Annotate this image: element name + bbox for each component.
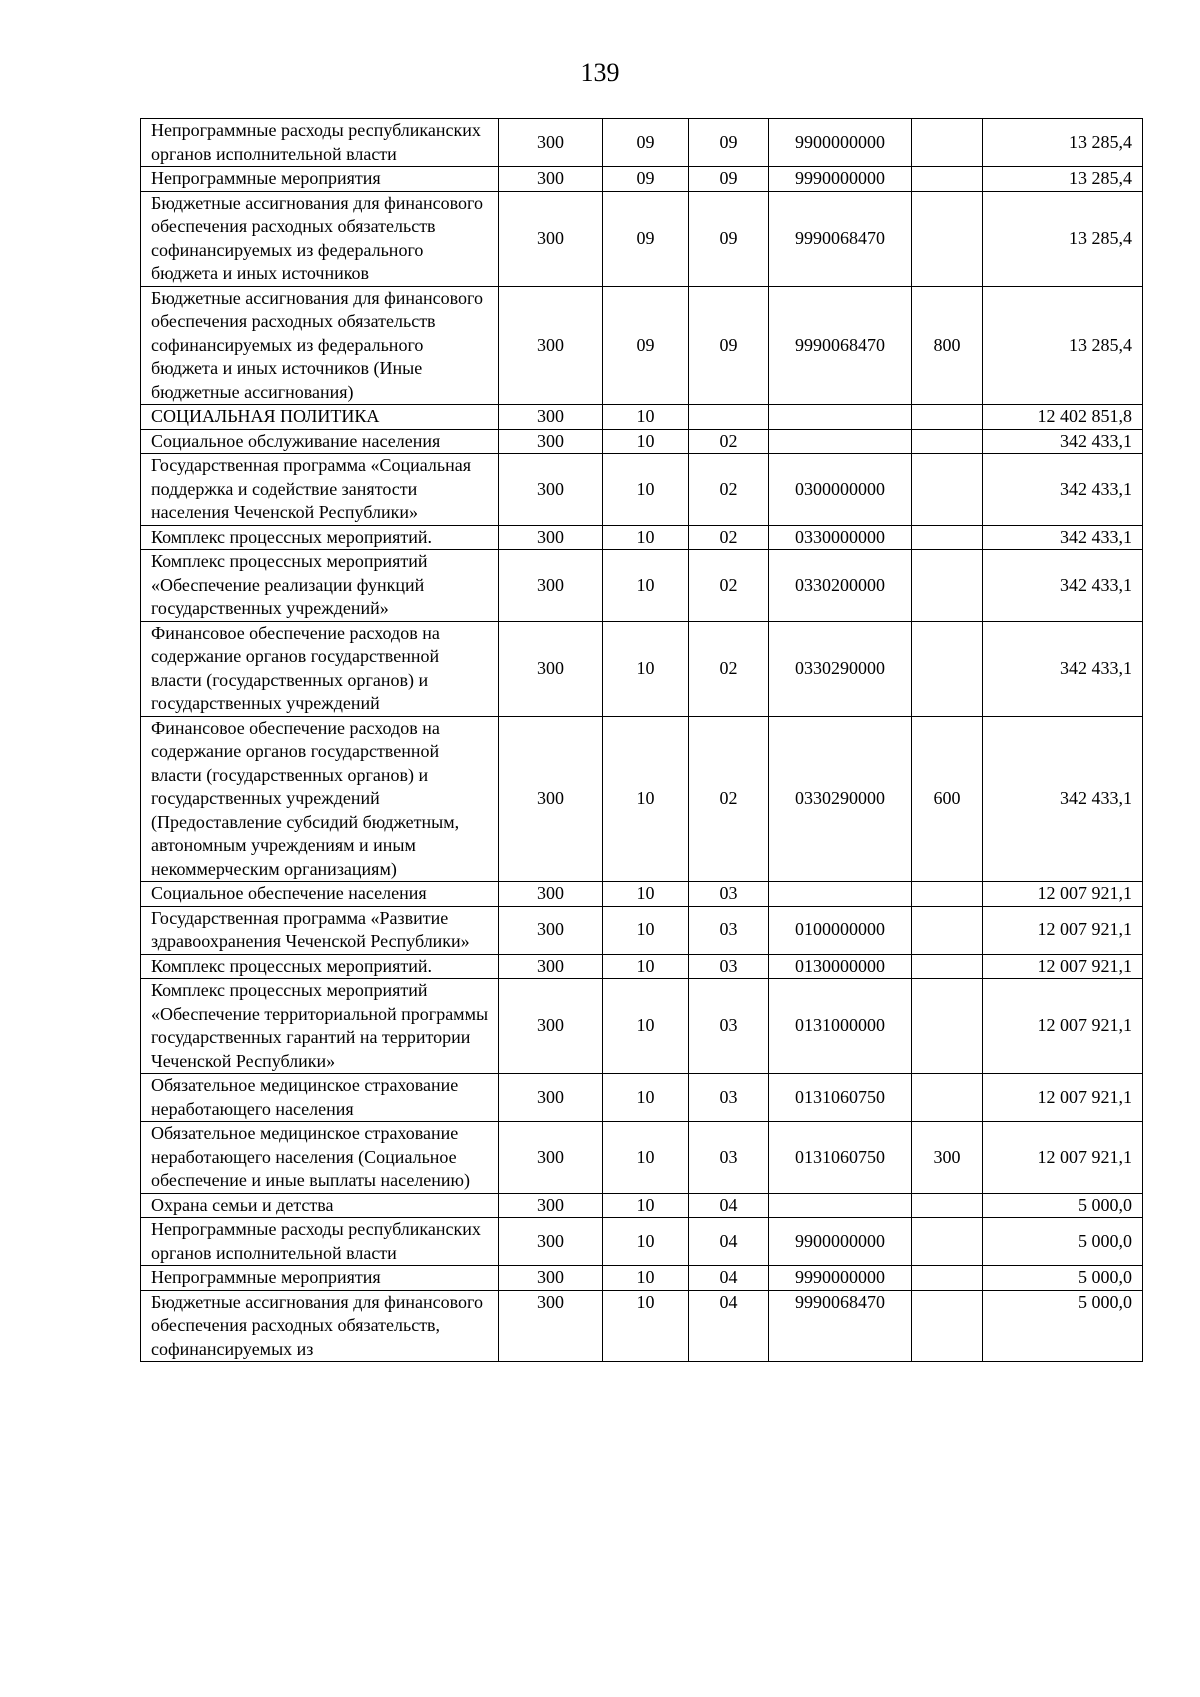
row-pr-cell: 03 — [689, 1122, 769, 1194]
row-rz-cell: 10 — [603, 405, 689, 430]
row-gr-cell: 300 — [499, 1193, 603, 1218]
row-pr-cell: 02 — [689, 621, 769, 716]
row-vr-cell: 300 — [912, 1122, 983, 1194]
row-rz-cell: 10 — [603, 429, 689, 454]
row-vr-cell — [912, 979, 983, 1074]
row-gr-cell: 300 — [499, 1122, 603, 1194]
row-name-cell: Социальное обеспечение населения — [141, 882, 499, 907]
row-pr-cell: 03 — [689, 906, 769, 954]
row-amount-cell: 13 285,4 — [983, 191, 1143, 286]
row-vr-cell — [912, 405, 983, 430]
row-amount-cell: 342 433,1 — [983, 621, 1143, 716]
row-vr-cell — [912, 1074, 983, 1122]
row-amount-cell: 12 007 921,1 — [983, 882, 1143, 907]
row-rz-cell: 09 — [603, 167, 689, 192]
table-row — [141, 550, 1143, 622]
row-csr-cell: 0330200000 — [769, 550, 912, 622]
row-csr-cell: 0131000000 — [769, 979, 912, 1074]
row-vr-cell — [912, 429, 983, 454]
row-vr-cell — [912, 167, 983, 192]
row-gr-cell: 300 — [499, 882, 603, 907]
row-pr-cell: 02 — [689, 454, 769, 526]
row-pr-cell: 03 — [689, 1074, 769, 1122]
row-gr-cell: 300 — [499, 621, 603, 716]
row-csr-cell: 9990000000 — [769, 167, 912, 192]
row-vr-cell — [912, 525, 983, 550]
row-csr-cell: 0131060750 — [769, 1122, 912, 1194]
table-row — [141, 286, 1143, 405]
table-row — [141, 1266, 1143, 1291]
row-amount-cell: 13 285,4 — [983, 119, 1143, 167]
row-name-cell: Непрограммные расходы республиканских органов исполнительной власти — [141, 119, 499, 167]
table-row — [141, 191, 1143, 286]
row-vr-cell — [912, 1266, 983, 1291]
row-gr-cell: 300 — [499, 1290, 603, 1362]
row-rz-cell: 10 — [603, 550, 689, 622]
row-amount-cell: 342 433,1 — [983, 525, 1143, 550]
row-rz-cell: 10 — [603, 1193, 689, 1218]
row-vr-cell — [912, 1218, 983, 1266]
row-amount-cell: 5 000,0 — [983, 1290, 1143, 1362]
row-csr-cell: 9990000000 — [769, 1266, 912, 1291]
table-row — [141, 979, 1143, 1074]
row-pr-cell: 03 — [689, 979, 769, 1074]
row-name-cell: Непрограммные мероприятия — [141, 167, 499, 192]
row-csr-cell: 0330290000 — [769, 716, 912, 882]
row-rz-cell: 09 — [603, 286, 689, 405]
row-gr-cell: 300 — [499, 954, 603, 979]
row-gr-cell: 300 — [499, 550, 603, 622]
row-pr-cell: 04 — [689, 1290, 769, 1362]
row-vr-cell — [912, 621, 983, 716]
row-rz-cell: 10 — [603, 525, 689, 550]
row-rz-cell: 10 — [603, 621, 689, 716]
row-vr-cell — [912, 191, 983, 286]
row-rz-cell: 10 — [603, 954, 689, 979]
row-gr-cell: 300 — [499, 167, 603, 192]
row-vr-cell — [912, 882, 983, 907]
row-gr-cell: 300 — [499, 906, 603, 954]
row-name-cell: Охрана семьи и детства — [141, 1193, 499, 1218]
row-name-cell: Комплекс процессных мероприятий «Обеспечение территориальной программы государственных гарантий на территории Чеченской Республики» — [141, 979, 499, 1074]
table-row — [141, 954, 1143, 979]
row-name-cell: Бюджетные ассигнования для финансового обеспечения расходных обязательств софинансируемых из федерального бюджета и иных источников (Иные бюджетные ассигнования) — [141, 286, 499, 405]
budget-table — [140, 118, 1143, 1362]
table-row — [141, 405, 1143, 430]
row-gr-cell: 300 — [499, 286, 603, 405]
row-pr-cell: 02 — [689, 716, 769, 882]
row-pr-cell: 02 — [689, 550, 769, 622]
row-csr-cell: 0330290000 — [769, 621, 912, 716]
row-name-cell: Комплекс процессных мероприятий «Обеспечение реализации функций государственных учреждений» — [141, 550, 499, 622]
row-gr-cell: 300 — [499, 1074, 603, 1122]
row-vr-cell — [912, 550, 983, 622]
row-pr-cell: 04 — [689, 1218, 769, 1266]
row-amount-cell: 342 433,1 — [983, 716, 1143, 882]
row-csr-cell — [769, 405, 912, 430]
row-pr-cell: 03 — [689, 954, 769, 979]
row-amount-cell: 13 285,4 — [983, 286, 1143, 405]
row-pr-cell: 09 — [689, 191, 769, 286]
table-row — [141, 1290, 1143, 1362]
row-rz-cell: 10 — [603, 716, 689, 882]
row-vr-cell — [912, 1193, 983, 1218]
row-name-cell: Непрограммные мероприятия — [141, 1266, 499, 1291]
row-csr-cell: 9900000000 — [769, 1218, 912, 1266]
table-row — [141, 167, 1143, 192]
row-amount-cell: 12 007 921,1 — [983, 1074, 1143, 1122]
row-amount-cell: 5 000,0 — [983, 1193, 1143, 1218]
row-gr-cell: 300 — [499, 525, 603, 550]
row-rz-cell: 10 — [603, 906, 689, 954]
row-csr-cell: 0300000000 — [769, 454, 912, 526]
row-pr-cell: 03 — [689, 882, 769, 907]
row-csr-cell: 0100000000 — [769, 906, 912, 954]
row-pr-cell: 09 — [689, 119, 769, 167]
row-gr-cell: 300 — [499, 979, 603, 1074]
row-pr-cell — [689, 405, 769, 430]
row-vr-cell — [912, 1290, 983, 1362]
table-row — [141, 454, 1143, 526]
row-name-cell: Бюджетные ассигнования для финансового обеспечения расходных обязательств софинансируемых из федерального бюджета и иных источников — [141, 191, 499, 286]
row-gr-cell: 300 — [499, 119, 603, 167]
row-name-cell: Бюджетные ассигнования для финансового обеспечения расходных обязательств, софинансируемых из — [141, 1290, 499, 1362]
row-rz-cell: 10 — [603, 1266, 689, 1291]
row-amount-cell: 12 402 851,8 — [983, 405, 1143, 430]
row-rz-cell: 10 — [603, 1290, 689, 1362]
row-amount-cell: 13 285,4 — [983, 167, 1143, 192]
row-name-cell: Комплекс процессных мероприятий. — [141, 954, 499, 979]
row-amount-cell: 12 007 921,1 — [983, 906, 1143, 954]
row-gr-cell: 300 — [499, 454, 603, 526]
page-number: 139 — [580, 58, 620, 87]
row-vr-cell — [912, 954, 983, 979]
row-csr-cell — [769, 882, 912, 907]
table-row — [141, 1122, 1143, 1194]
row-name-cell: Государственная программа «Социальная поддержка и содействие занятости населения Чеченской Республики» — [141, 454, 499, 526]
row-csr-cell: 0130000000 — [769, 954, 912, 979]
row-csr-cell: 9900000000 — [769, 119, 912, 167]
row-vr-cell — [912, 119, 983, 167]
row-amount-cell: 12 007 921,1 — [983, 954, 1143, 979]
row-vr-cell — [912, 906, 983, 954]
row-vr-cell: 600 — [912, 716, 983, 882]
row-rz-cell: 10 — [603, 1074, 689, 1122]
row-name-cell: СОЦИАЛЬНАЯ ПОЛИТИКА — [141, 405, 499, 430]
table-row — [141, 525, 1143, 550]
row-vr-cell — [912, 454, 983, 526]
row-rz-cell: 09 — [603, 119, 689, 167]
table-row — [141, 621, 1143, 716]
table-row — [141, 1074, 1143, 1122]
row-pr-cell: 09 — [689, 167, 769, 192]
row-gr-cell: 300 — [499, 405, 603, 430]
row-name-cell: Финансовое обеспечение расходов на содержание органов государственной власти (государственных органов) и государственных учреждений — [141, 621, 499, 716]
row-name-cell: Государственная программа «Развитие здравоохранения Чеченской Республики» — [141, 906, 499, 954]
row-amount-cell: 342 433,1 — [983, 454, 1143, 526]
row-gr-cell: 300 — [499, 1218, 603, 1266]
row-amount-cell: 342 433,1 — [983, 429, 1143, 454]
table-row — [141, 906, 1143, 954]
row-rz-cell: 10 — [603, 1122, 689, 1194]
row-csr-cell — [769, 1193, 912, 1218]
row-pr-cell: 09 — [689, 286, 769, 405]
row-csr-cell: 0131060750 — [769, 1074, 912, 1122]
row-rz-cell: 10 — [603, 979, 689, 1074]
row-amount-cell: 12 007 921,1 — [983, 1122, 1143, 1194]
row-name-cell: Социальное обслуживание населения — [141, 429, 499, 454]
row-csr-cell — [769, 429, 912, 454]
row-csr-cell: 9990068470 — [769, 1290, 912, 1362]
row-name-cell: Финансовое обеспечение расходов на содержание органов государственной власти (государственных органов) и государственных учреждений (Предоставление субсидий бюджетным, автономным учреждениям и иным некоммерческим организациям) — [141, 716, 499, 882]
row-gr-cell: 300 — [499, 191, 603, 286]
row-name-cell: Обязательное медицинское страхование неработающего населения — [141, 1074, 499, 1122]
table-row — [141, 716, 1143, 882]
row-gr-cell: 300 — [499, 1266, 603, 1291]
row-csr-cell: 0330000000 — [769, 525, 912, 550]
row-amount-cell: 342 433,1 — [983, 550, 1143, 622]
table-row — [141, 429, 1143, 454]
row-rz-cell: 10 — [603, 1218, 689, 1266]
row-pr-cell: 04 — [689, 1193, 769, 1218]
row-name-cell: Комплекс процессных мероприятий. — [141, 525, 499, 550]
row-gr-cell: 300 — [499, 716, 603, 882]
row-rz-cell: 10 — [603, 882, 689, 907]
row-csr-cell: 9990068470 — [769, 191, 912, 286]
row-amount-cell: 12 007 921,1 — [983, 979, 1143, 1074]
row-amount-cell: 5 000,0 — [983, 1218, 1143, 1266]
row-pr-cell: 02 — [689, 525, 769, 550]
table-row — [141, 882, 1143, 907]
row-rz-cell: 09 — [603, 191, 689, 286]
row-pr-cell: 04 — [689, 1266, 769, 1291]
table-row — [141, 119, 1143, 167]
row-gr-cell: 300 — [499, 429, 603, 454]
table-row — [141, 1218, 1143, 1266]
row-amount-cell: 5 000,0 — [983, 1266, 1143, 1291]
row-name-cell: Обязательное медицинское страхование неработающего населения (Социальное обеспечение и иные выплаты населению) — [141, 1122, 499, 1194]
row-pr-cell: 02 — [689, 429, 769, 454]
row-csr-cell: 9990068470 — [769, 286, 912, 405]
table-row — [141, 1193, 1143, 1218]
row-rz-cell: 10 — [603, 454, 689, 526]
row-vr-cell: 800 — [912, 286, 983, 405]
budget-table-body — [141, 119, 1143, 1362]
row-name-cell: Непрограммные расходы республиканских органов исполнительной власти — [141, 1218, 499, 1266]
